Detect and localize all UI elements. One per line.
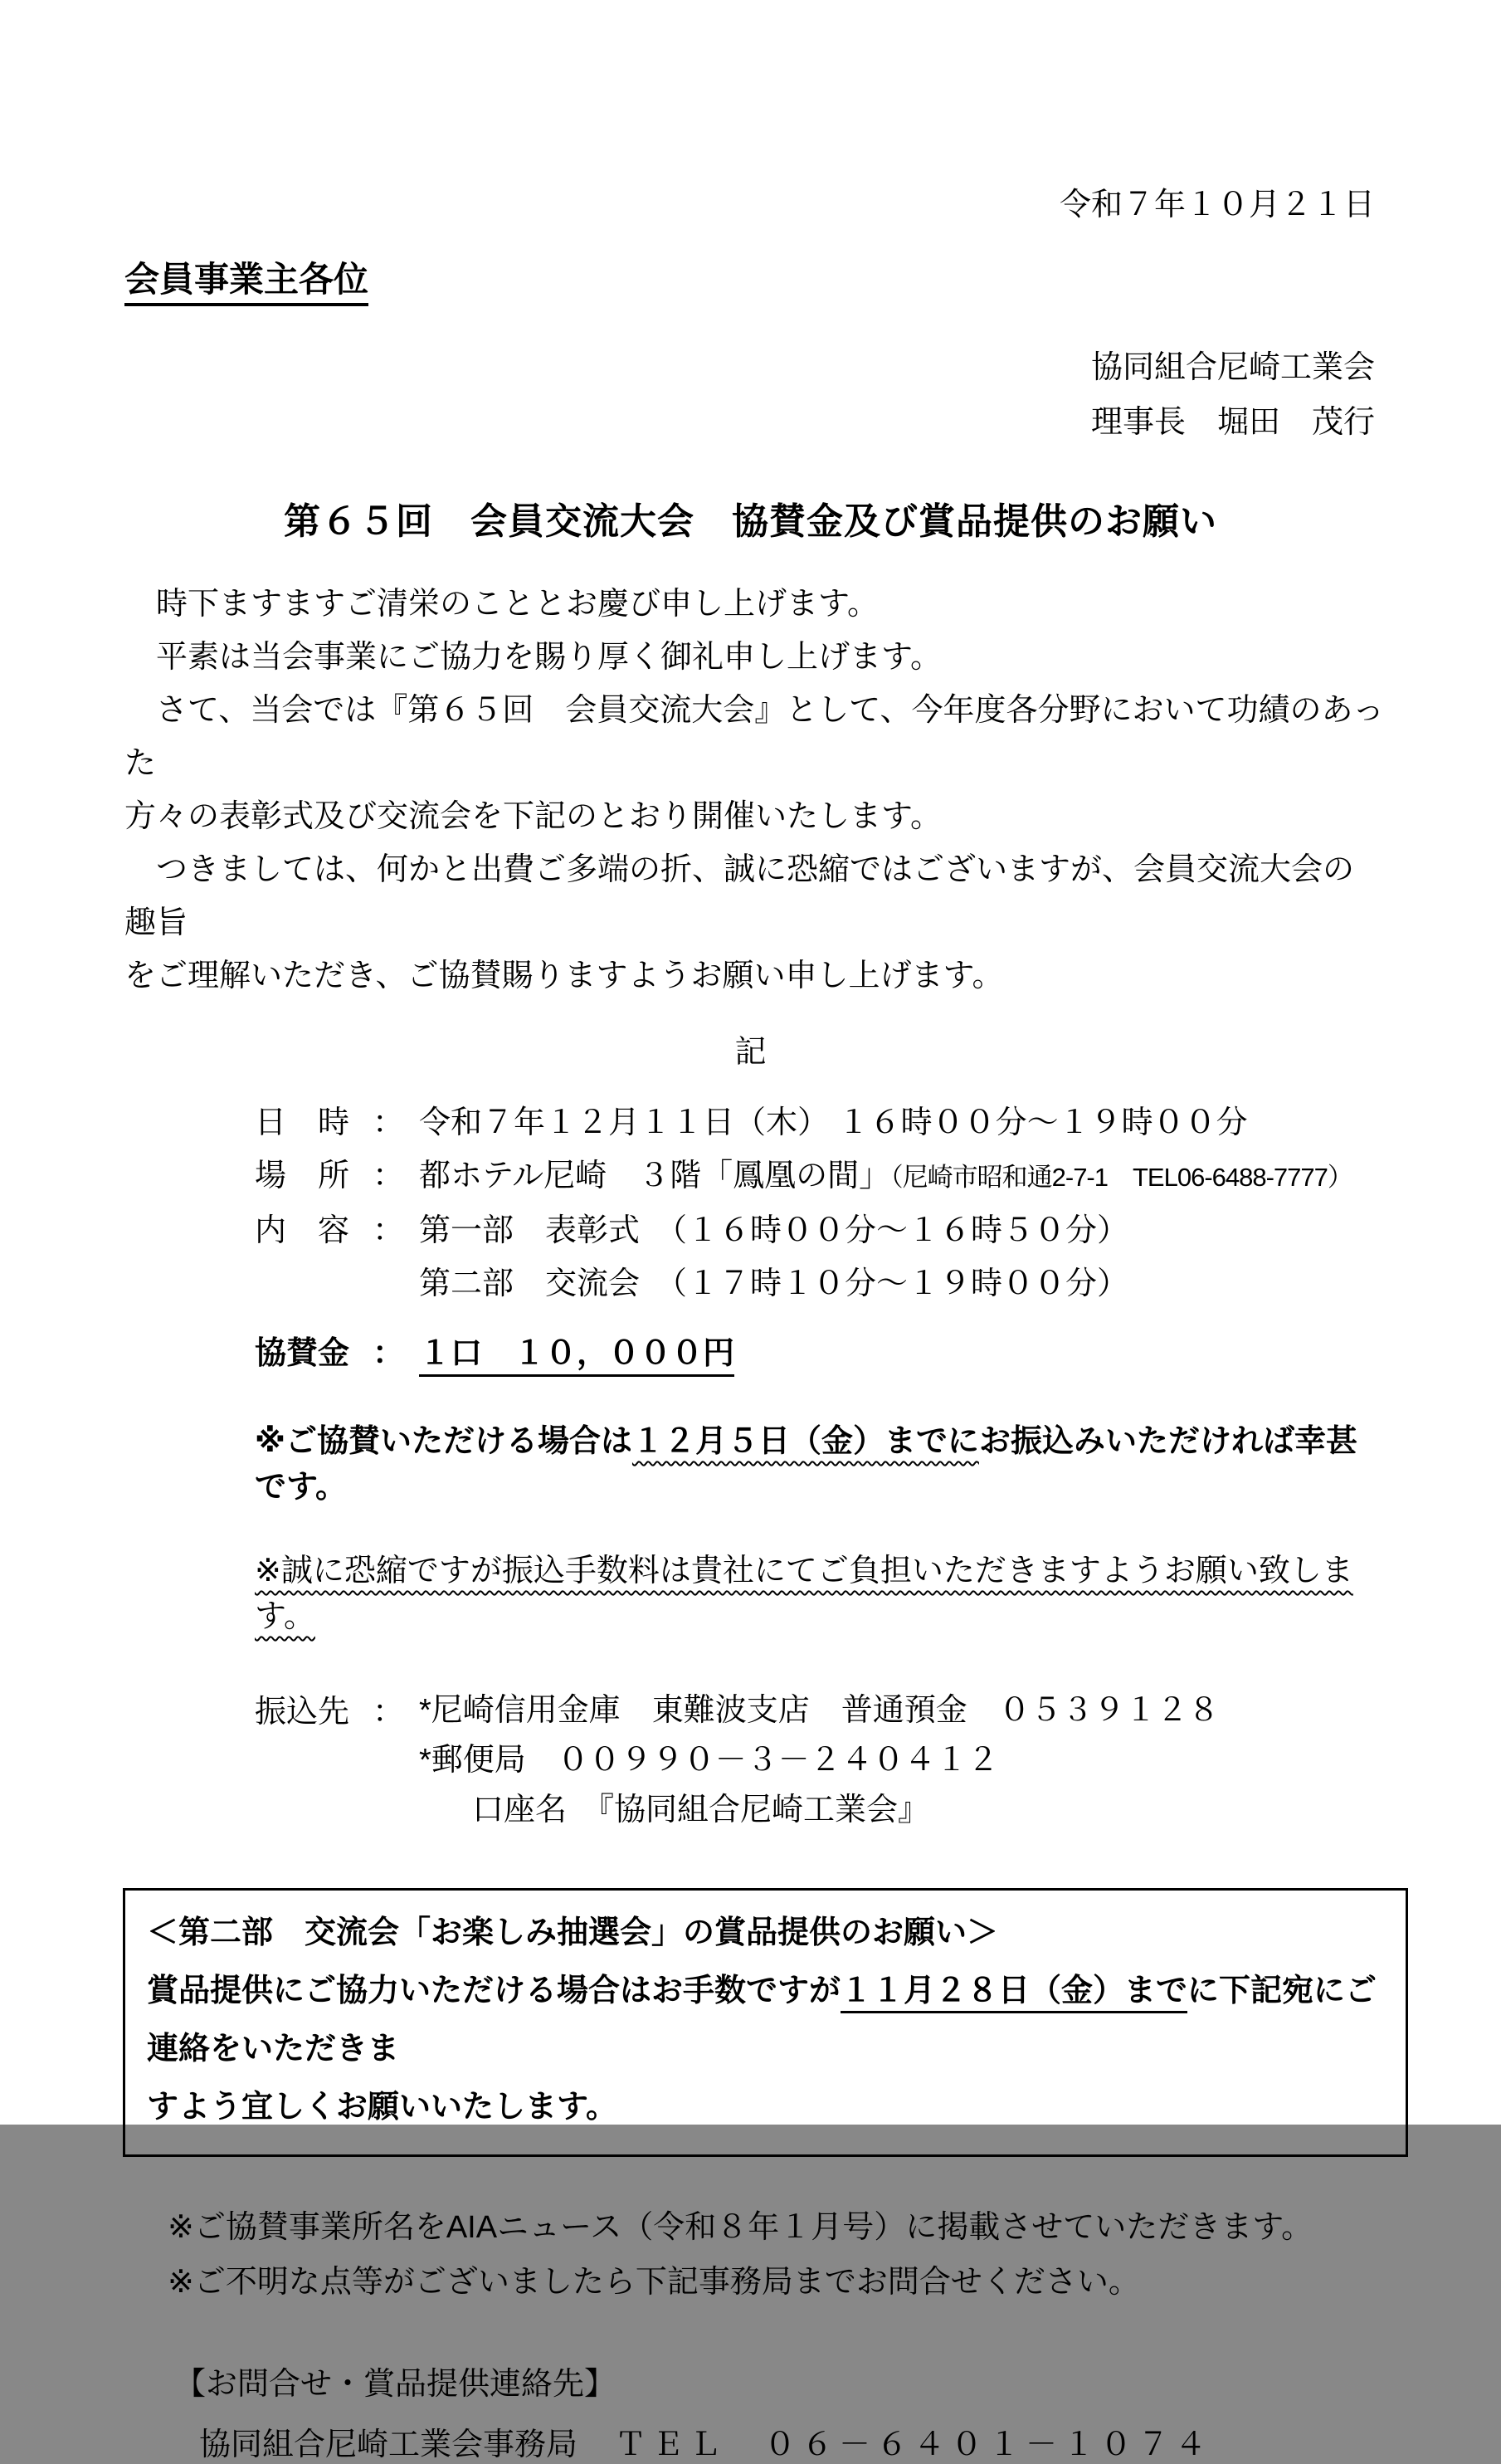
detail-row-contents <box>255 1204 1377 1310</box>
place-value-main: 都ホテル尼崎 ３階「鳳凰の間」 <box>419 1159 891 1193</box>
sender-org: 協同組合尼崎工業会 <box>1090 350 1375 385</box>
prize-line-prefix: 賞品提供にご協力いただける場合はお手数ですが <box>147 1974 841 2008</box>
remarks-section <box>168 2200 1377 2310</box>
prize-box-heading: ＜第二部 交流会「お楽しみ抽選会」の賞品提供のお願い＞ <box>147 1915 999 1950</box>
contact-office-name: 協同組合尼崎工業会事務局 <box>199 2427 578 2462</box>
note2-text: ※誠に恐縮ですが振込手数料は貴社にてご負担いただきますようお願い致します。 <box>255 1554 1353 1634</box>
datetime-value: 令和７年１２月１１日（木） １６時００分～１９時００分 <box>419 1105 1248 1140</box>
body-paragraphs <box>124 578 1385 1003</box>
transfer-fee-note <box>255 1544 1377 1636</box>
bank-account-line: *尼崎信用金庫 東難波支店 普通預金 ０５３９１２８ <box>419 1693 1220 1728</box>
account-name-line: 口座名 『協同組合尼崎工業会』 <box>472 1793 930 1827</box>
document-date: 令和７年１０月２１日 <box>1059 188 1375 222</box>
remark-inquiry: ※ご不明な点等がございましたら下記事務局までお問合せください。 <box>168 2265 1140 2300</box>
datetime-colon: ： <box>373 1105 405 1140</box>
addressee-line <box>124 252 1377 302</box>
sponsorship-colon: ： <box>373 1336 405 1371</box>
payment-deadline-note <box>255 1415 1377 1506</box>
place-value-address: （尼崎市昭和通2-7-1 TEL06-6488-7777） <box>890 1163 1352 1192</box>
ki-marker: 記 <box>734 1035 767 1070</box>
contact-tel: ＴＥＬ ０６－６４０１－１０７４ <box>577 2427 1213 2462</box>
contact-office-line <box>199 2418 1377 2464</box>
datetime-label: 日 時 <box>255 1105 350 1140</box>
prize-box-body-line2: すよう宜しくお願いいたします。 <box>147 2090 617 2125</box>
detail-row-datetime <box>255 1096 1377 1149</box>
remark-news-listing: ※ご協賛事業所名をAIAニュース（令和８年１月号）に掲載させていただきます。 <box>168 2210 1313 2245</box>
note1-deadline: １２月５日（金）までに <box>631 1424 979 1459</box>
prize-line-suffix: に下記宛にご連絡をいただきま <box>147 1974 1377 2066</box>
prize-deadline: １１月２８日（金）まで <box>841 1974 1187 2013</box>
sponsorship-amount: １口 １０，０００円 <box>419 1336 734 1377</box>
prize-request-box <box>123 1888 1408 2157</box>
body-line: 時下ますますご清栄のこととお慶び申し上げます。 <box>124 587 879 622</box>
prize-box-body-line1 <box>147 1962 1384 2078</box>
body-line: をご理解いただき、ご協賛賜りますようお願い申し上げます。 <box>124 959 1004 993</box>
body-line: 平素は当会事業にご協力を賜り厚く御礼申し上げます。 <box>124 640 942 675</box>
transfer-colon: ： <box>373 1695 405 1730</box>
sponsorship-value <box>419 1327 1377 1380</box>
contact-section <box>174 2358 1377 2464</box>
addressee-text: 会員事業主各位 <box>124 260 368 306</box>
place-value <box>419 1149 1377 1204</box>
detail-row-sponsorship <box>255 1327 1377 1380</box>
body-line: 方々の表彰式及び交流会を下記のとおり開催いたします。 <box>124 799 942 834</box>
place-label: 場 所 <box>255 1159 350 1193</box>
note1-suffix: お振込みいただければ幸甚です。 <box>255 1424 1357 1505</box>
transfer-accounts <box>419 1686 1377 1835</box>
contents-value <box>419 1204 1377 1310</box>
contents-colon: ： <box>373 1213 405 1248</box>
document-title: 第６５回 会員交流大会 協賛金及び賞品提供のお願い <box>284 501 1217 542</box>
event-details <box>255 1096 1377 1380</box>
contact-heading: 【お問合せ・賞品提供連絡先】 <box>174 2367 616 2402</box>
transfer-destination <box>255 1686 1377 1835</box>
contents-part2: 第二部 交流会 （１７時１０分～１９時００分） <box>419 1266 1129 1301</box>
post-account-line: *郵便局 ００９９０－３－２４０４１２ <box>419 1743 999 1778</box>
contents-label: 内 容 <box>255 1213 350 1248</box>
body-line: さて、当会では『第６５回 会員交流大会』として、今年度各分野において功績のあった <box>124 693 1385 781</box>
sender-block <box>124 340 1377 450</box>
detail-row-place <box>255 1149 1377 1204</box>
place-colon: ： <box>373 1159 405 1193</box>
transfer-row <box>255 1686 1377 1835</box>
body-line: つきましては、何かと出費ご多端の折、誠に恐縮ではございますが、会員交流大会の趣旨 <box>124 852 1355 940</box>
note1-prefix: ※ご協賛いただける場合は <box>255 1424 632 1459</box>
sender-representative: 理事長 堀田 茂行 <box>1090 405 1375 440</box>
contents-part1: 第一部 表彰式 （１６時００分～１６時５０分） <box>419 1213 1129 1248</box>
sponsorship-label: 協賛金 <box>255 1336 350 1371</box>
transfer-label: 振込先 <box>255 1695 350 1730</box>
